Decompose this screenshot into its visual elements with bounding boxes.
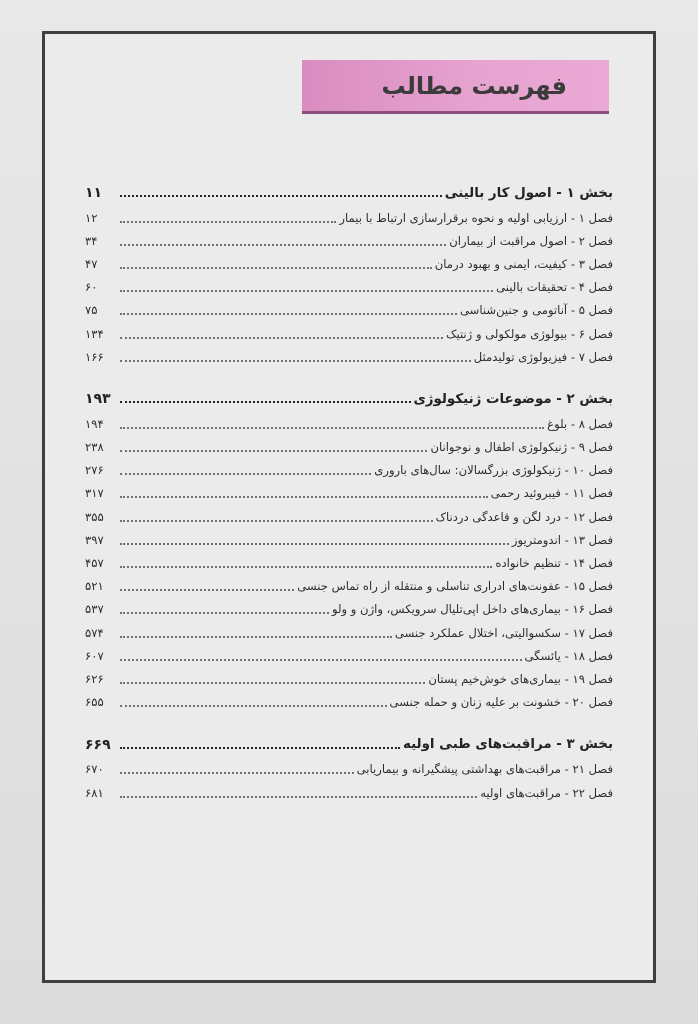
chapter-row — [85, 459, 613, 482]
page-number: ۶۷۰ — [85, 762, 104, 777]
section-heading: بخش ۳ - مراقبت‌های طبی اولیه — [402, 737, 613, 753]
page-number: ۵۷۴ — [85, 625, 104, 640]
page-number: ۱۶۶ — [85, 349, 104, 364]
chapter-title: فصل ۲۰ - خشونت بر علیه زنان و حمله جنسی — [389, 695, 613, 710]
dot-leader — [120, 695, 387, 707]
chapter-title: فصل ۸ - بلوغ — [547, 416, 613, 431]
chapter-row — [85, 229, 613, 252]
page-number: ۳۱۷ — [85, 486, 104, 501]
chapter-title: فصل ۱۰ - ژنیکولوژی بزرگسالان: سال‌های باروری — [374, 463, 613, 478]
dot-leader — [120, 737, 400, 749]
chapter-row — [85, 482, 613, 505]
page-number: ۱۲ — [85, 210, 98, 225]
page-number: ۱۱ — [85, 185, 103, 201]
chapter-row — [85, 322, 613, 345]
chapter-row — [85, 505, 613, 528]
page-number: ۲۳۸ — [85, 440, 104, 455]
chapter-title: فصل ۱۴ - تنظیم خانواده — [495, 556, 613, 571]
chapter-title: فصل ۱۷ - سکسوالیتی، اختلال عملکرد جنسی — [394, 625, 613, 640]
dot-leader — [120, 762, 354, 774]
section-spacer — [85, 368, 613, 386]
page-number: ۶۲۶ — [85, 671, 104, 686]
chapter-row — [85, 781, 613, 804]
section-row — [85, 732, 613, 758]
chapter-title: فصل ۳ - کیفیت، ایمنی و بهبود درمان — [434, 256, 613, 271]
dot-leader — [120, 533, 509, 545]
chapter-title: فصل ۱۳ - اندومتریوز — [511, 532, 613, 547]
page-number: ۳۹۷ — [85, 532, 104, 547]
chapter-title: فصل ۱۵ - عفونت‌های ادراری تناسلی و منتقله از راه تماس جنسی — [297, 579, 613, 594]
chapter-row — [85, 758, 613, 781]
dot-leader — [120, 280, 493, 292]
chapter-title: فصل ۱۸ - یائسگی — [524, 648, 613, 663]
dot-leader — [120, 185, 442, 197]
chapter-title: فصل ۶ - بیولوژی مولکولی و ژنتیک — [446, 326, 613, 341]
page-number: ۴۵۷ — [85, 556, 104, 571]
page-number: ۶۸۱ — [85, 785, 104, 800]
dot-leader — [120, 211, 336, 223]
dot-leader — [120, 303, 457, 315]
page-number: ۵۳۷ — [85, 602, 104, 617]
chapter-title: فصل ۹ - ژنیکولوژی اطفال و نوجوانان — [430, 440, 613, 455]
table-of-contents — [85, 180, 613, 804]
page-number: ۴۷ — [85, 256, 98, 271]
chapter-row — [85, 252, 613, 275]
dot-leader — [120, 327, 443, 339]
dot-leader — [120, 626, 392, 638]
page-number: ۶۰۷ — [85, 648, 104, 663]
page-number: ۱۹۳ — [85, 391, 111, 408]
chapter-row — [85, 644, 613, 667]
dot-leader — [120, 350, 471, 362]
dot-leader — [120, 486, 488, 498]
page-number: ۱۹۴ — [85, 416, 104, 431]
chapter-row — [85, 528, 613, 551]
chapter-row — [85, 691, 613, 714]
section-heading: بخش ۲ - موضوعات ژنیکولوژی — [413, 391, 613, 407]
dot-leader — [120, 672, 425, 684]
dot-leader — [120, 417, 544, 429]
page-number: ۶۵۵ — [85, 695, 104, 710]
chapter-title: فصل ۲۱ - مراقبت‌های بهداشتی پیشگیرانه و بیماریابی — [356, 762, 613, 777]
chapter-row — [85, 621, 613, 644]
dot-leader — [120, 510, 433, 522]
dot-leader — [120, 579, 294, 591]
page-number: ۳۵۵ — [85, 509, 104, 524]
page-number: ۷۵ — [85, 303, 98, 318]
chapter-row — [85, 345, 613, 368]
title-banner — [302, 60, 609, 114]
chapter-row — [85, 436, 613, 459]
chapter-title: فصل ۱۲ - درد لگن و قاعدگی دردناک — [435, 509, 613, 524]
dot-leader — [120, 556, 492, 568]
chapter-row — [85, 551, 613, 574]
chapter-title: فصل ۱۹ - بیماری‌های خوش‌خیم پستان — [428, 671, 613, 686]
chapter-title: فصل ۱۶ - بیماری‌های داخل اپی‌تلیال سرویکس، واژن و ولو — [331, 602, 613, 617]
page-number: ۶۶۹ — [85, 736, 111, 753]
dot-leader — [120, 440, 427, 452]
page-number: ۲۷۶ — [85, 463, 104, 478]
dot-leader — [120, 786, 477, 798]
dot-leader — [120, 234, 446, 246]
chapter-row — [85, 276, 613, 299]
section-row — [85, 386, 613, 412]
page-number: ۵۲۱ — [85, 579, 104, 594]
dot-leader — [120, 602, 329, 614]
dot-leader — [120, 257, 432, 269]
chapter-title: فصل ۲ - اصول مراقبت از بیماران — [449, 233, 613, 248]
chapter-row — [85, 412, 613, 435]
chapter-title: فصل ۱۱ - فیبروئید رحمی — [490, 486, 613, 501]
page-title: فهرست مطالب — [381, 71, 567, 100]
chapter-title: فصل ۱ - ارزیابی اولیه و نحوه برقرارسازی ارتباط با بیمار — [339, 210, 613, 225]
dot-leader — [120, 649, 522, 661]
chapter-row — [85, 667, 613, 690]
page-number: ۶۰ — [85, 280, 98, 295]
chapter-title: فصل ۷ - فیزیولوژی تولیدمثل — [473, 349, 613, 364]
chapter-row — [85, 299, 613, 322]
chapter-title: فصل ۴ - تحقیقات بالینی — [496, 280, 613, 295]
chapter-title: فصل ۲۲ - مراقبت‌های اولیه — [480, 785, 613, 800]
page-number: ۱۳۴ — [85, 326, 104, 341]
section-row — [85, 180, 613, 206]
chapter-title: فصل ۵ - آناتومی و جنین‌شناسی — [459, 303, 613, 318]
dot-leader — [120, 391, 411, 403]
chapter-row — [85, 206, 613, 229]
chapter-row — [85, 598, 613, 621]
chapter-row — [85, 575, 613, 598]
page-number: ۳۴ — [85, 233, 98, 248]
dot-leader — [120, 463, 371, 475]
section-heading: بخش ۱ - اصول کار بالینی — [444, 185, 613, 201]
section-spacer — [85, 714, 613, 732]
